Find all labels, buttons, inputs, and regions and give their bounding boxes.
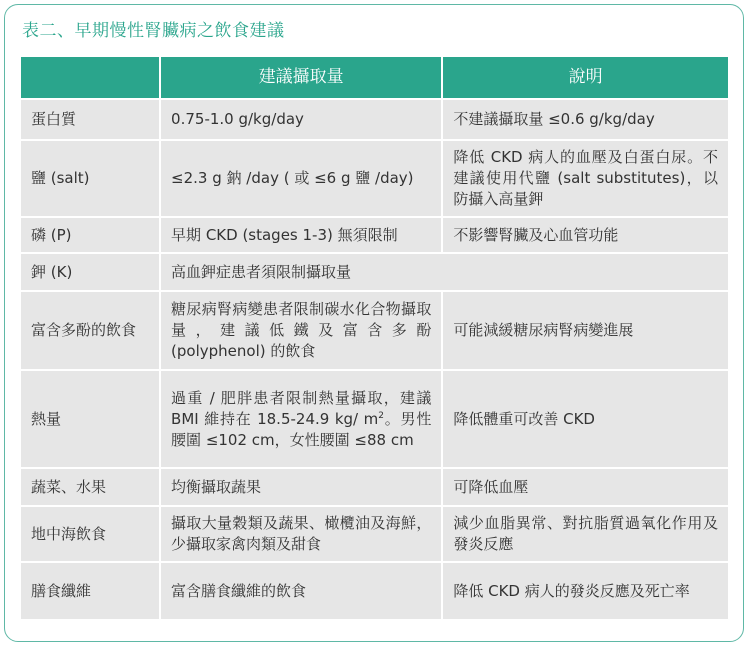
table-row <box>20 370 729 468</box>
row-note: 降低 CKD 病人的發炎反應及死亡率 <box>442 562 729 620</box>
row-item: 地中海飲食 <box>20 506 160 562</box>
row-intake <box>160 370 442 468</box>
row-item: 鉀 (K) <box>20 253 160 291</box>
row-note: 降低 CKD 病人的血壓及白蛋白尿。不建議使用代鹽 (salt substitutes)，以防攝入高量鉀 <box>442 140 729 217</box>
row-item: 熱量 <box>20 370 160 468</box>
table-row <box>20 253 729 291</box>
row-note: 不影響腎臟及心血管功能 <box>442 217 729 253</box>
header-empty <box>20 56 160 99</box>
diet-recommendation-table <box>19 55 730 621</box>
header-row <box>20 56 729 99</box>
superscript: 2 <box>378 410 384 421</box>
row-note: 不建議攝取量 ≤0.6 g/kg/day <box>442 99 729 140</box>
table-row <box>20 217 729 253</box>
table-row <box>20 99 729 140</box>
header-intake: 建議攝取量 <box>160 56 442 99</box>
row-item: 磷 (P) <box>20 217 160 253</box>
table-row <box>20 506 729 562</box>
row-item: 蛋白質 <box>20 99 160 140</box>
row-intake: 早期 CKD (stages 1-3) 無須限制 <box>160 217 442 253</box>
intake-text: 過重 / 肥胖患者限制熱量攝取，建議 BMI 維持在 18.5-24.9 kg/ m <box>171 388 432 428</box>
row-intake: 高血鉀症患者須限制攝取量 <box>160 253 729 291</box>
row-intake: 富含膳食纖維的飲食 <box>160 562 442 620</box>
row-intake: 糖尿病腎病變患者限制碳水化合物攝取量，建議低鐵及富含多酚 (polyphenol) 的飲食 <box>160 291 442 370</box>
row-item: 富含多酚的飲食 <box>20 291 160 370</box>
row-item: 蔬菜、水果 <box>20 468 160 506</box>
row-note: 降低體重可改善 CKD <box>442 370 729 468</box>
row-note: 可降低血壓 <box>442 468 729 506</box>
table-title: 表二、早期慢性腎臟病之飲食建議 <box>22 21 285 41</box>
table-row <box>20 140 729 217</box>
row-intake: 0.75-1.0 g/kg/day <box>160 99 442 140</box>
header-note: 說明 <box>442 56 729 99</box>
table-row <box>20 562 729 620</box>
table-row <box>20 468 729 506</box>
table-row <box>20 291 729 370</box>
row-item: 鹽 (salt) <box>20 140 160 217</box>
row-note: 可能減緩糖尿病腎病變進展 <box>442 291 729 370</box>
row-intake: 攝取大量穀類及蔬果、橄欖油及海鮮，少攝取家禽肉類及甜食 <box>160 506 442 562</box>
row-note: 減少血脂異常、對抗脂質過氧化作用及發炎反應 <box>442 506 729 562</box>
row-item: 膳食纖維 <box>20 562 160 620</box>
row-intake: 均衡攝取蔬果 <box>160 468 442 506</box>
intake-text: 。男性腰圍 ≤102 cm，女性腰圍 ≤88 cm <box>171 409 432 449</box>
row-intake: ≤2.3 g 鈉 /day ( 或 ≤6 g 鹽 /day) <box>160 140 442 217</box>
